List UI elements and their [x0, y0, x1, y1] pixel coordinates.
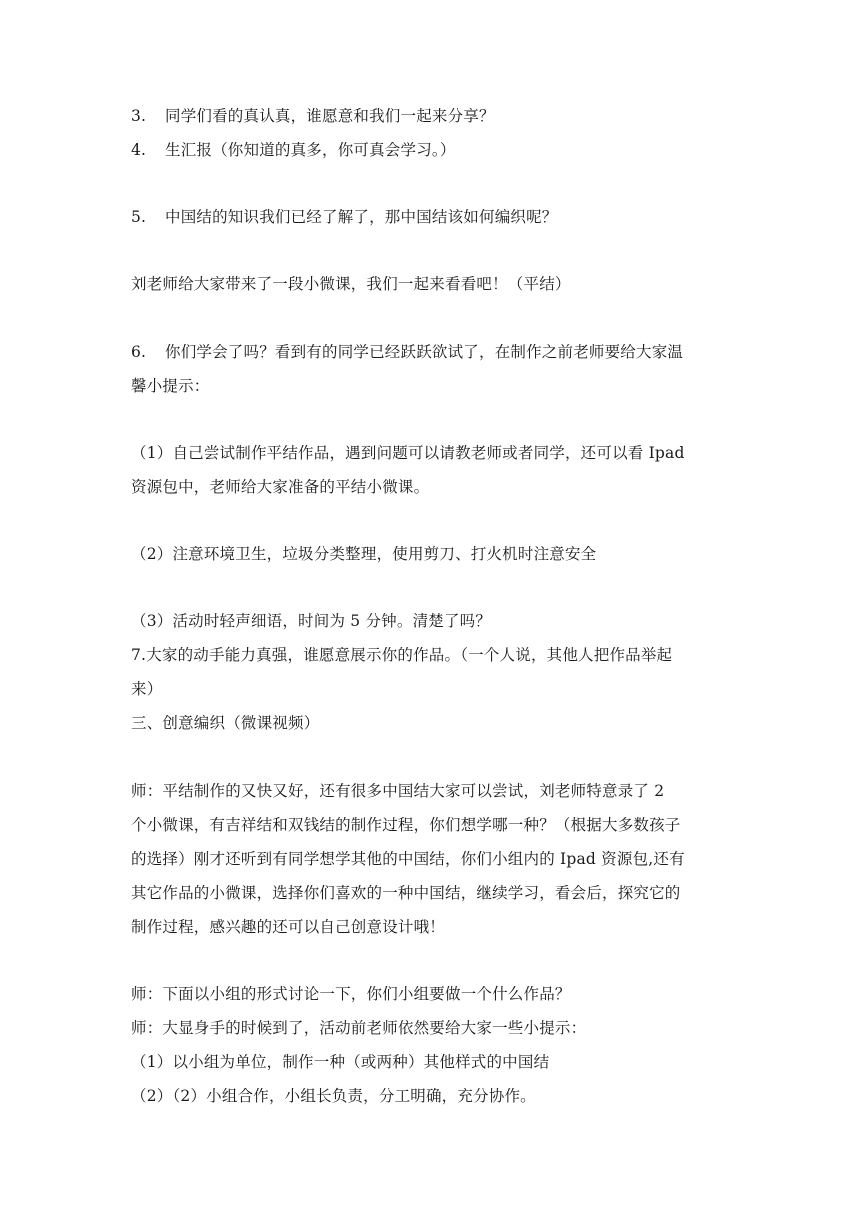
list-item-7-line-1: 7.大家的动手能力真强，谁愿意展示你的作品。（一个人说，其他人把作品举起 [131, 646, 673, 664]
tip-b-1: （1）以小组为单位，制作一种（或两种）其他样式的中国结 [131, 1053, 550, 1071]
list-text: 生汇报（你知道的真多，你可真会学习。） [165, 141, 456, 159]
list-number: 4. [131, 141, 147, 159]
list-item-7-line-2: 来） [131, 680, 163, 698]
list-number: 6. [131, 343, 147, 361]
list-item-6 [131, 340, 731, 364]
paragraph-1-line-1: 师：平结制作的又快又好，还有很多中国结大家可以尝试，刘老师特意录了 2 [131, 782, 665, 800]
tip-2: （2）注意环境卫生，垃圾分类整理，使用剪刀、打火机时注意安全 [131, 545, 597, 563]
list-text: 中国结的知识我们已经了解了，那中国结该如何编织呢？ [165, 208, 558, 226]
paragraph-2: 师：下面以小组的形式讨论一下，你们小组要做一个什么作品？ [131, 985, 571, 1003]
paragraph-3: 师：大显身手的时候到了，活动前老师依然要给大家一些小提示： [131, 1019, 587, 1037]
micro-lesson-paragraph: 刘老师给大家带来了一段小微课，我们一起来看看吧！（平结） [131, 275, 571, 293]
tip-1-line-1: （1）自己尝试制作平结作品，遇到问题可以请教老师或者同学，还可以看 Ipad [131, 444, 685, 462]
paragraph-1-line-5: 制作过程，感兴趣的还可以自己创意设计哦！ [131, 918, 446, 936]
list-number: 5. [131, 208, 147, 226]
list-item-4 [131, 138, 731, 162]
list-item-3 [131, 104, 731, 128]
paragraph-1-line-3: 的选择）刚才还听到有同学想学其他的中国结，你们小组内的 Ipad 资源包,还有 [131, 850, 685, 868]
section-heading-3: 三、创意编织（微课视频） [131, 714, 320, 732]
list-number: 3. [131, 107, 147, 125]
list-text: 你们学会了吗？看到有的同学已经跃跃欲试了，在制作之前老师要给大家温 [165, 343, 684, 361]
list-item-6-cont: 馨小提示： [131, 377, 210, 395]
tip-b-2: （2）（2）小组合作，小组长负责，分工明确，充分协作。 [131, 1087, 536, 1105]
list-item-5 [131, 205, 731, 229]
list-text: 同学们看的真认真，谁愿意和我们一起来分享？ [165, 107, 495, 125]
paragraph-1-line-4: 其它作品的小微课，选择你们喜欢的一种中国结，继续学习，看会后，探究它的 [131, 884, 681, 902]
tip-1-line-2: 资源包中，老师给大家准备的平结小微课。 [131, 478, 430, 496]
tip-3: （3）活动时轻声细语，时间为 5 分钟。清楚了吗？ [131, 612, 492, 630]
paragraph-1-line-2: 个小微课，有吉祥结和双钱结的制作过程，你们想学哪一种？（根据大多数孩子 [131, 816, 681, 834]
